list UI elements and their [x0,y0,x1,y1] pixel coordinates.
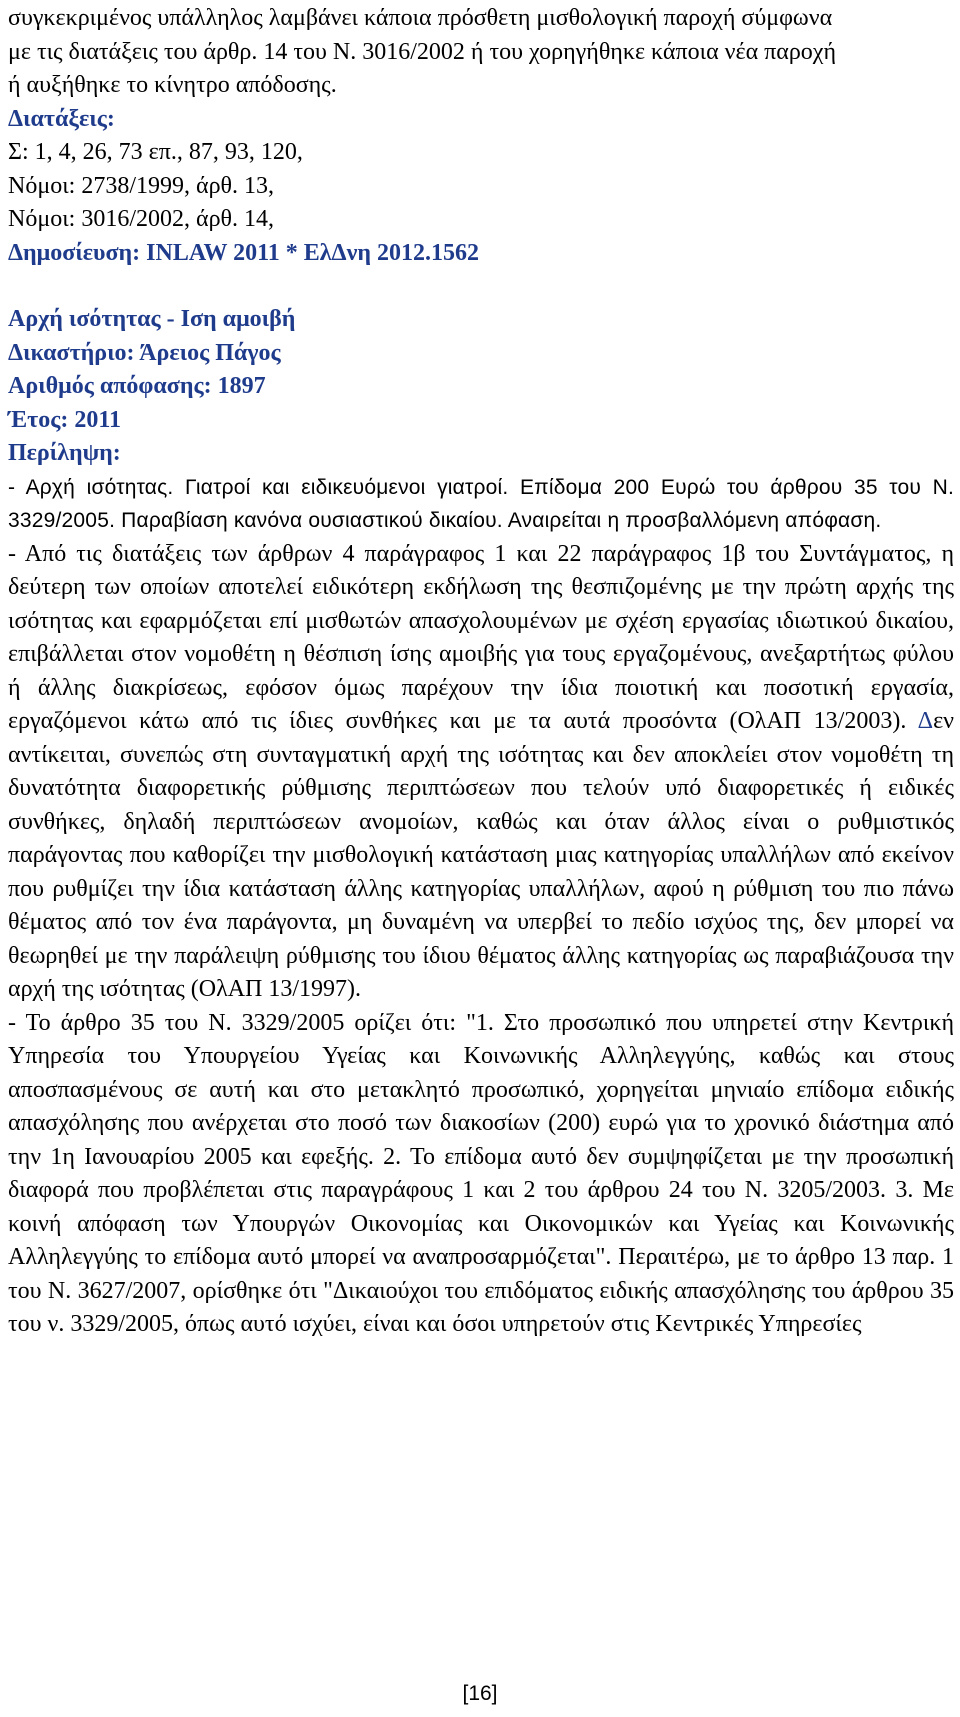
summary-lead: - Αρχή ισότητας. Γιατροί και ειδικευόμενοι γιατροί. Επίδομα 200 Ευρώ του άρθρου 35 του Ν. 3329/2005. Παραβίαση κανόνα ουσιαστικού δικαίου. Αναιρείται η προσβαλλόμενη απόφαση. [8,475,954,532]
law-reference: Νόμοι: 3016/2002, άρθ. 14, [8,206,275,232]
case-header [8,303,954,471]
document-content [8,2,954,1342]
case-title: Αρχή ισότητας - Ιση αμοιβή [8,306,296,332]
constitution-articles: Σ: 1, 4, 26, 73 επ., 87, 93, 120, [8,139,303,165]
decision-year: Έτος: 2011 [8,406,122,433]
law-reference: Νόμοι: 2738/1999, άρθ. 13, [8,172,275,199]
intro-line: ή αυξήθηκε το κίνητρο απόδοσης. [8,72,337,98]
intro-line: συγκεκριμένος υπάλληλος λαμβάνει κάποια πρόσθετη μισθολογική παροχή σύμφωνα [8,5,833,31]
page-number: [16] [462,1682,498,1705]
provisions-label: Διατάξεις: [8,105,115,132]
provisions-section [8,103,954,271]
intro-line: με τις διατάξεις του άρθρ. 14 του Ν. 3016/2002 ή του χορηγήθηκε κάποια νέα παροχή [8,38,837,65]
summary-text: - Από τις διατάξεις των άρθρων 4 παράγραφος 1 και 22 παράγραφος 1β του Συντάγματος, η δεύτερη των οποίων αποτελεί ειδικότερη εκδήλωση της θεσπιζομένης με την πρώτη αρχής της ισότητας και εφαρμόζεται επί μισθωτών απασχολουμένων με σχέση εργασίας ιδιωτικού δικαίου, επιβάλλεται στον νομοθέτη η θέσπιση ίσης αμοιβής για τους εργαζομένους, ανεξαρτήτως φύλου ή άλλης διακρίσεως, εφόσον όμως παρέχουν την ίδια ποιοτική και ποσοτική εργασία, εργαζόμενοι κάτω από τις ίδιες συνθήκες και με τα αυτά προσόντα (ΟλΑΠ 13/2003). [8,540,954,734]
court-name: Δικαστήριο: Άρειος Πάγος [8,339,281,366]
intro-paragraph [8,2,954,103]
summary-paragraph: - Το άρθρο 35 του Ν. 3329/2005 ορίζει ότι: "1. Στο προσωπικό που υπηρετεί στην Κεντρική Υπηρεσία του Υπουργείου Υγείας και Κοινωνικής Αλληλεγγύης, καθώς και στους αποσπασμένους σε αυτή και στο μετακλητό προσωπικό, χορηγείται μηνιαίο επίδομα ειδικής απασχόλησης που ανέρχεται στο ποσό των διακοσίων (200) ευρώ για το χρονικό διάστημα από την 1η Ιανουαρίου 2005 και εφεξής. 2. Το επίδομα αυτό δεν συμψηφίζεται με την προσωπική διαφορά που προβλέπεται στις παραγράφους 1 και 2 του άρθρου 24 του Ν. 3205/2003. 3. Με κοινή απόφαση των Υπουργών Οικονομίας και Οικονομικών και Υγείας και Κοινωνικής Αλληλεγγύης το επίδομα αυτό μπορεί να αναπροσαρμόζεται". Περαιτέρω, με το άρθρο 13 παρ. 1 του Ν. 3627/2007, ορίσθηκε ότι "Δικαιούχοι του επιδόματος ειδικής απασχόλησης του άρθρου 35 του ν. 3329/2005, όπως αυτό ισχύει, είναι και όσοι υπηρετούν στις Κεντρικές Υπηρεσίες [8,1009,954,1337]
summary-text: εν αντίκειται, συνεπώς στη συνταγματική αρχή της ισότητας και δεν αποκλείει στον νομοθέτη τη δυνατότητα διαφορετικής ρύθμισης περιπτώσεων που τελούν υπό διαφορετικές ή ειδικές συνθήκες, δηλαδή περιπτώσεων ανομοίων, καθώς και όταν άλλος είναι ο ρυθμιστικός παράγοντας που καθορίζει την μισθολογική κατάσταση μιας κατηγορίας υπαλλήλων από εκείνον που ρυθμίζει την ίδια κατάσταση άλλης κατηγορίας υπαλλήλων, αφού η ρύθμιση του πιο πάνω θέματος από τον ένα παράγοντα, μη δυναμένη να υπερβεί το πεδίο ισχύος της, δεν μπορεί να θεωρηθεί με την παράλειψη ρύθμισης του ίδιου θέματος άλλης κατηγορίας ως παραβιάζουσα την αρχή της ισότητας (ΟλΑΠ 13/1997). [8,708,954,1002]
summary-highlight: Δ [917,708,934,734]
publication-reference: Δημοσίευση: INLAW 2011 * ΕλΔνη 2012.1562 [8,239,479,266]
summary-label: Περίληψη: [8,440,121,466]
section-spacer [8,270,954,303]
decision-number: Αριθμός απόφασης: 1897 [8,373,266,399]
summary-paragraph [8,538,954,1007]
case-summary [8,471,954,1342]
